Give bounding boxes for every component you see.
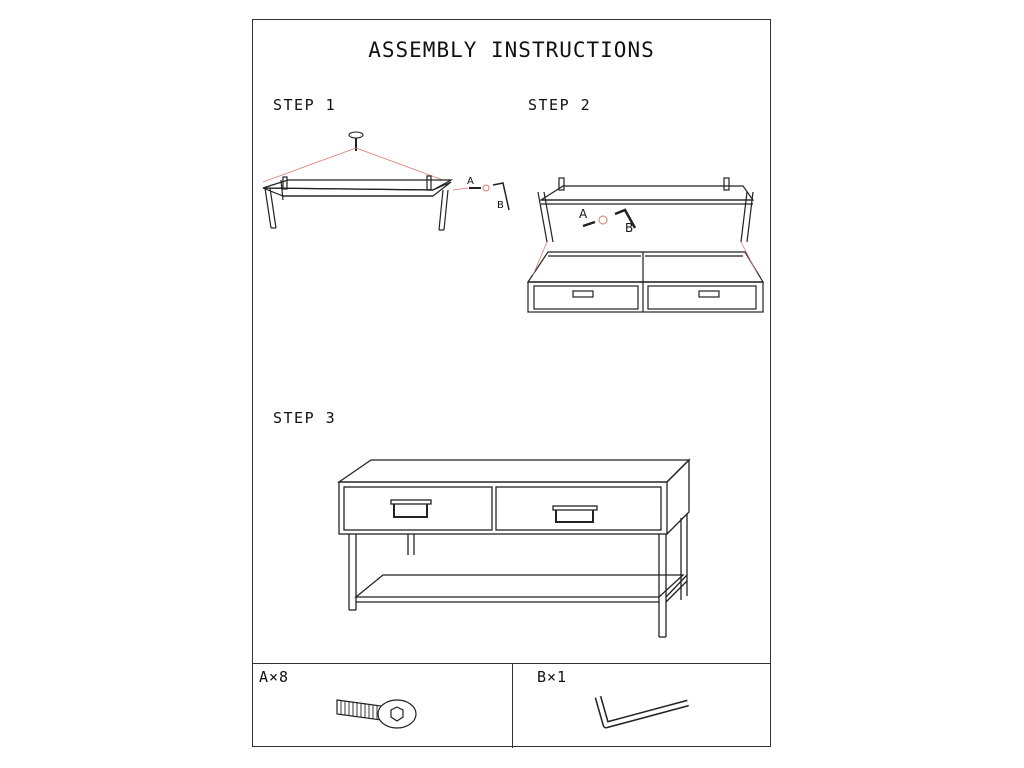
step-2-part-a-marker: A (579, 207, 588, 221)
page-title: ASSEMBLY INSTRUCTIONS (368, 38, 655, 62)
assembled-table (339, 460, 689, 637)
step-2-label: STEP 2 (528, 96, 592, 114)
hardware-column-divider (512, 663, 513, 748)
instruction-sheet (252, 19, 771, 747)
part-b-marker: B (497, 200, 504, 211)
hex-bolt-icon (331, 690, 421, 730)
step-3-label: STEP 3 (273, 409, 337, 427)
part-a-quantity: A×8 (259, 668, 290, 686)
step-3-illustration (253, 20, 772, 663)
part-b-quantity: B×1 (537, 668, 568, 686)
part-a-marker: A (467, 176, 474, 187)
step-2-part-b-marker: B (625, 221, 634, 235)
step-1-label: STEP 1 (273, 96, 337, 114)
allen-key-icon (588, 685, 698, 735)
